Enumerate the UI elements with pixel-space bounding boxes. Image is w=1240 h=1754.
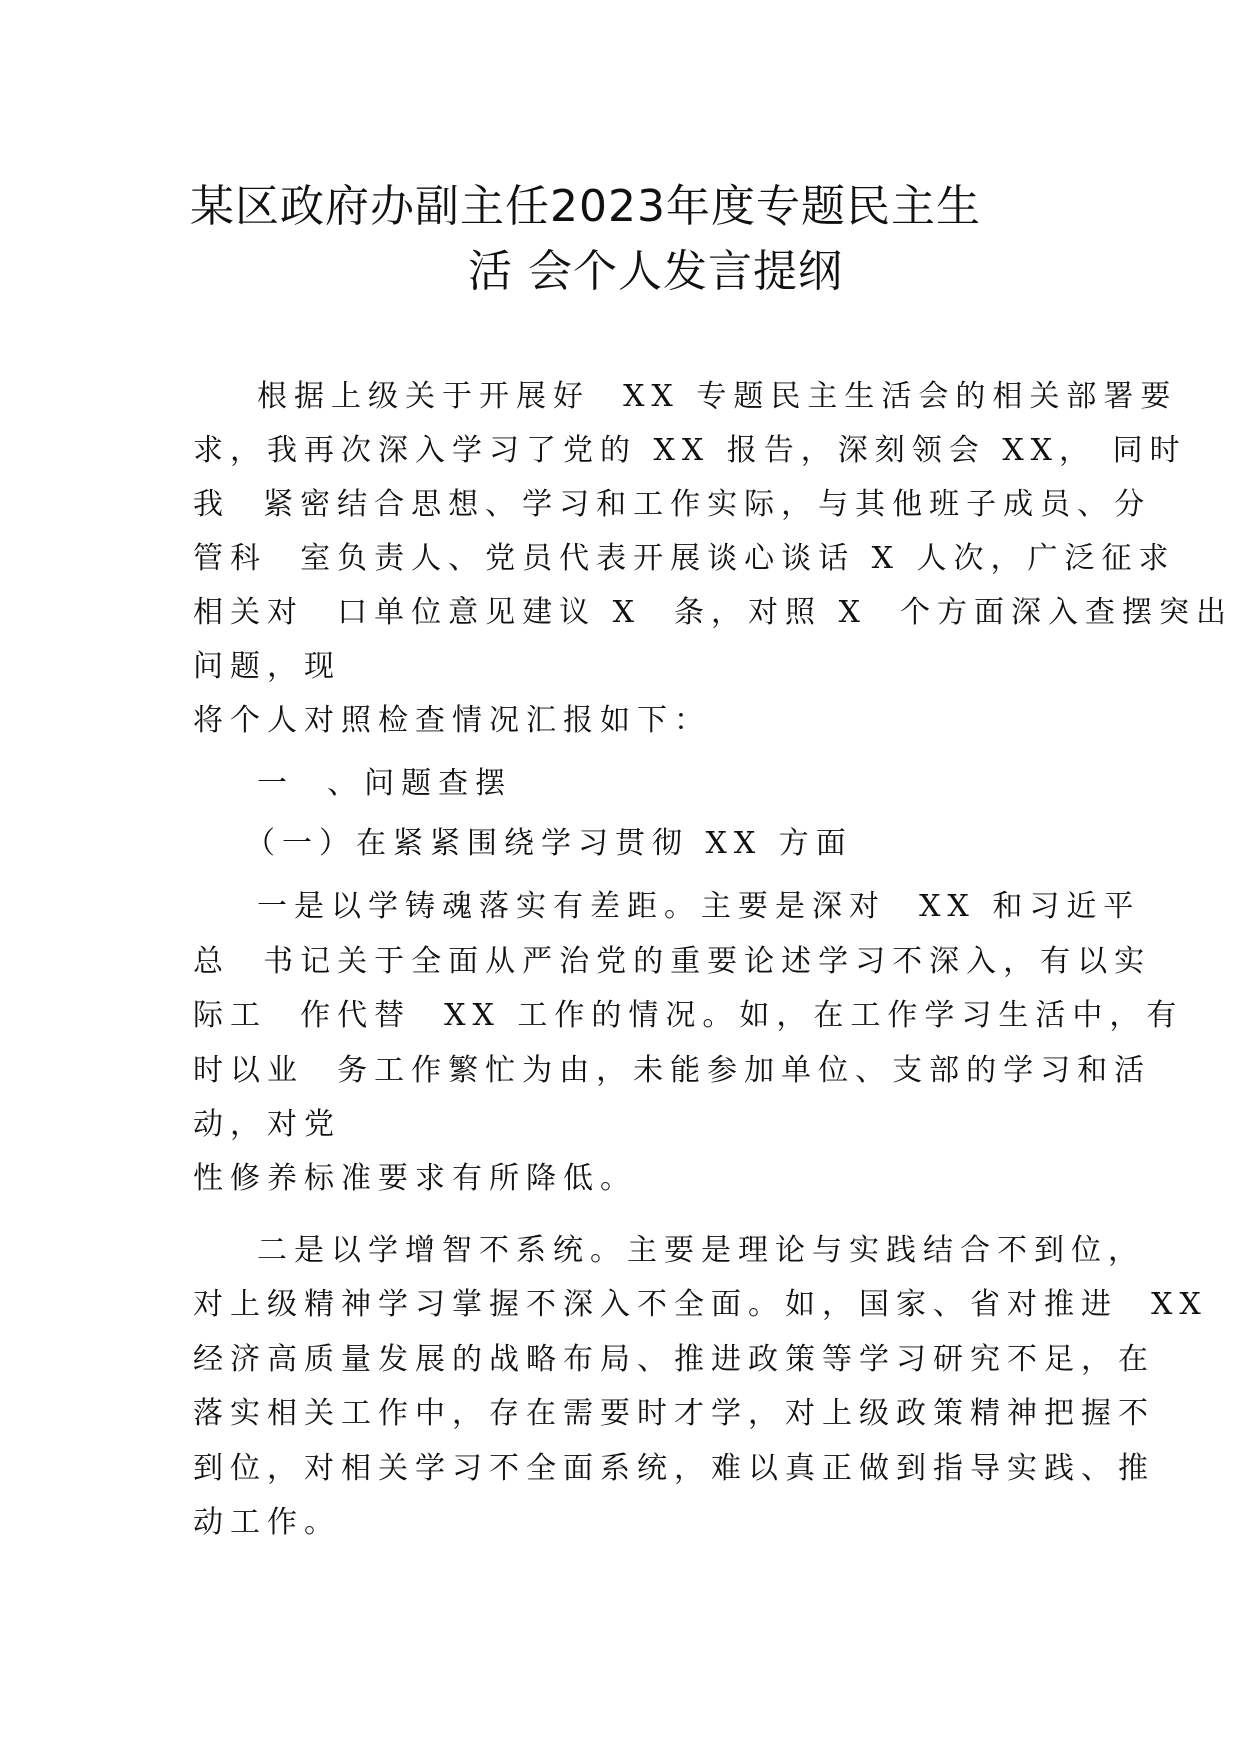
section-heading: 一 、问题查摆 [257,766,513,801]
body-text-line: 动，对党 [193,1107,341,1142]
body-text-line: 际工 作代替 XX 工作的情况。如，在工作学习生活中，有 [193,998,1184,1033]
body-text-line: 一是以学铸魂落实有差距。主要是深对 XX 和习近平 [257,889,1141,924]
body-text-line: 相关对 口单位意见建议 X 条，对照 X 个方面深入查摆突出 [193,595,1234,630]
body-text-line: 根据上级关于开展好 XX 专题民主生活会的相关部署要 [257,379,1178,414]
body-text-line: 动工作。 [193,1505,341,1540]
body-text-line: 管科 室负责人、党员代表开展谈心谈话 X 人次，广泛征求 [193,541,1176,576]
body-text-line: 二是以学增智不系统。主要是理论与实践结合不到位， [257,1233,1145,1268]
body-text-line: 经济高质量发展的战略布局、推进政策等学习研究不足，在 [193,1342,1155,1377]
subsection-heading: （一）在紧紧围绕学习贯彻 XX 方面 [245,826,853,861]
body-text-line: 总 书记关于全面从严治党的重要论述学习不深入，有以实 [193,944,1152,979]
body-text-line: 落实相关工作中，存在需要时才学，对上级政策精神把握不 [193,1396,1155,1431]
body-text-line: 我 紧密结合思想、学习和工作实际，与其他班子成员、分 [193,487,1152,522]
body-text-line: 到位，对相关学习不全面系统，难以真正做到指导实践、推 [193,1451,1155,1486]
document-title-line-1: 某区政府办副主任2023年度专题民主生 [190,181,981,232]
body-text-line: 对上级精神学习掌握不深入不全面。如，国家、省对推进 XX [193,1287,1208,1322]
body-text-line: 性修养标准要求有所降低。 [193,1161,637,1196]
body-text-line: 将个人对照检查情况汇报如下： [193,703,711,738]
body-text-line: 问题，现 [193,649,341,684]
body-text-line: 时以业 务工作繁忙为由，未能参加单位、支部的学习和活 [193,1053,1152,1088]
document-title-line-2: 活 会个人发言提纲 [468,246,843,297]
body-text-line: 求，我再次深入学习了党的 XX 报告，深刻领会 XX， 同时 [193,433,1187,468]
